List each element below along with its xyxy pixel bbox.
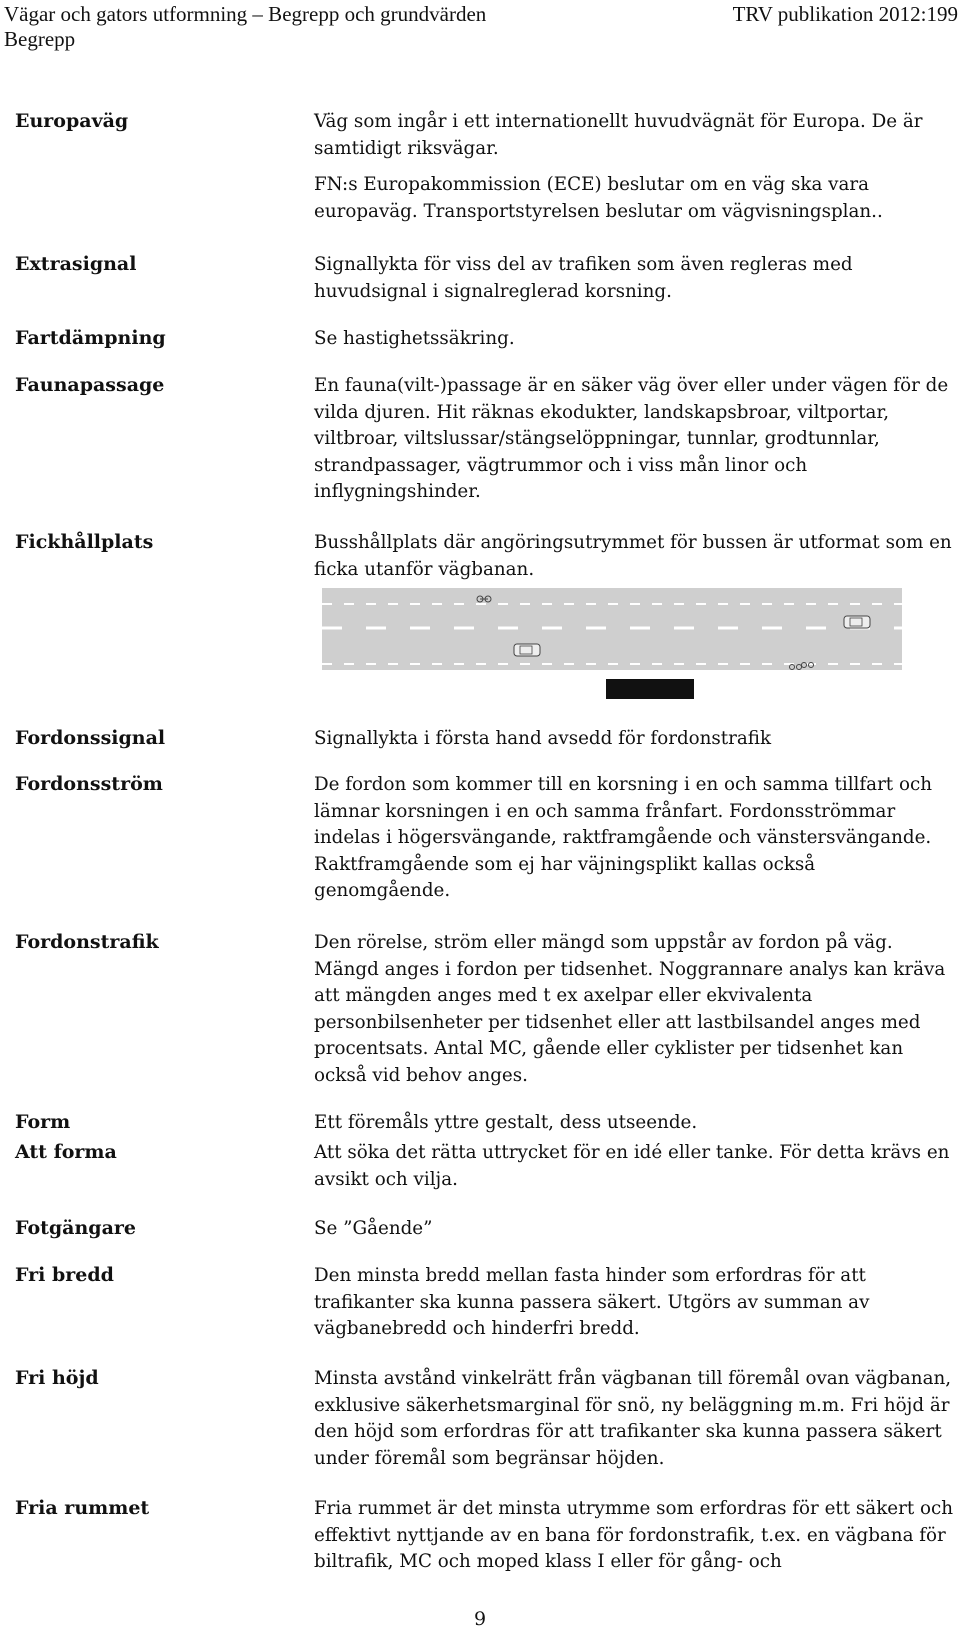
definition-paragraph: Väg som ingår i ett internationellt huvudvägnät för Europa. De är samtidigt riksvägar. (314, 111, 923, 159)
definition-extrasignal (314, 252, 954, 305)
term-fotgangare: Fotgängare (15, 1217, 137, 1239)
definition-att-forma (314, 1140, 954, 1193)
term-fri-hojd: Fri höjd (15, 1367, 99, 1389)
header-section: Begrepp (4, 27, 76, 51)
definition-paragraph: Se hastighetssäkring. (314, 328, 515, 349)
definition-fordonstrafik (314, 930, 954, 1089)
term-fordonssignal: Fordonssignal (15, 727, 166, 749)
term-europavag: Europaväg (15, 110, 129, 132)
definition-paragraph: Se ”Gående” (314, 1218, 433, 1239)
definition-paragraph: Ett föremåls yttre gestalt, dess utseende. (314, 1112, 698, 1133)
definition-paragraph: Minsta avstånd vinkelrätt från vägbanan till föremål ovan vägbanan, exklusive säkerhetsmarginal för snö, ny beläggning m.m. Fri höjd är den höjd som erfordras för att trafikanter ska kunna passera säkert under föremål som begränsar höjden. (314, 1368, 952, 1469)
bus-bay-illustration (322, 588, 902, 700)
term-fordonsstrom: Fordonsström (15, 773, 163, 795)
header-title: Vägar och gators utformning – Begrepp och grundvärden (4, 2, 487, 26)
page-number: 9 (473, 1608, 487, 1630)
definition-paragraph: Busshållplats där angöringsutrymmet för bussen är utformat som en ficka utanför vägbanan. (314, 532, 952, 580)
term-faunapassage: Faunapassage (15, 374, 165, 396)
definition-fordonssignal (314, 726, 954, 753)
definition-paragraph: Den minsta bredd mellan fasta hinder som erfordras för att trafikanter ska kunna passera säkert. Utgörs av summan av vägbanebredd och hinderfri bredd. (314, 1265, 870, 1339)
definition-fickhallplats (314, 530, 954, 583)
definition-fri-hojd (314, 1366, 954, 1472)
definition-fri-bredd (314, 1263, 954, 1343)
definition-fartdampning (314, 326, 954, 353)
definition-fotgangare (314, 1216, 954, 1243)
term-form: Form (15, 1111, 71, 1133)
definition-paragraph: Den rörelse, ström eller mängd som uppstår av fordon på väg. Mängd anges i fordon per tidsenhet. Noggrannare analys kan kräva att mängden anges med t ex axelpar eller ekvivalenta personbilsenheter per tidsenhet eller att lastbilsandel anges med procentsats. Antal MC, gående eller cyklister per tidsenhet kan också vid behov anges. (314, 932, 946, 1086)
term-fria-rummet: Fria rummet (15, 1497, 150, 1519)
term-fri-bredd: Fri bredd (15, 1264, 114, 1286)
definition-paragraph: En fauna(vilt-)passage är en säker väg över eller under vägen för de vilda djuren. Hit räknas ekodukter, landskapsbroar, viltportar, viltbroar, viltslussar/stängselöppningar, tunnlar, grodtunnlar, strandpassager, vägtrummor och i viss mån linor och inflygningshinder. (314, 375, 949, 502)
bus-stop-pocket (606, 679, 694, 699)
car-icon (514, 644, 540, 656)
term-fordonstrafik: Fordonstrafik (15, 931, 159, 953)
header-publication: TRV publikation 2012:199 (732, 2, 958, 26)
definition-fria-rummet (314, 1496, 954, 1576)
term-fartdampning: Fartdämpning (15, 327, 166, 349)
definition-paragraph: FN:s Europakommission (ECE) beslutar om en väg ska vara europaväg. Transportstyrelsen beslutar om vägvisningsplan.. (314, 174, 883, 222)
definition-paragraph: Signallykta i första hand avsedd för fordonstrafik (314, 728, 772, 749)
term-fickhallplats: Fickhållplats (15, 531, 154, 553)
definition-fordonsstrom (314, 772, 954, 905)
page-header (0, 0, 960, 60)
definition-europavag (314, 109, 954, 225)
term-extrasignal: Extrasignal (15, 253, 137, 275)
definition-faunapassage (314, 373, 954, 506)
definition-paragraph: Signallykta för viss del av trafiken som även regleras med huvudsignal i signalreglerad korsning. (314, 254, 853, 302)
definition-form (314, 1110, 954, 1137)
car-icon (844, 616, 870, 628)
definition-paragraph: Att söka det rätta uttrycket för en idé eller tanke. För detta krävs en avsikt och vilja. (314, 1142, 950, 1190)
definition-paragraph: De fordon som kommer till en korsning i en och samma tillfart och lämnar korsningen i en och samma frånfart. Fordonsströmmar indelas i högersvängande, raktframgående och vänstersvängande. Raktframgående som ej har väjningsplikt kallas också genomgående. (314, 774, 932, 901)
definition-paragraph: Fria rummet är det minsta utrymme som erfordras för ett säkert och effektivt nyttjande av en bana för fordonstrafik, t.ex. en vägbana för biltrafik, MC och moped klass I eller för gång- och (314, 1498, 954, 1572)
term-att-forma: Att forma (15, 1141, 117, 1163)
